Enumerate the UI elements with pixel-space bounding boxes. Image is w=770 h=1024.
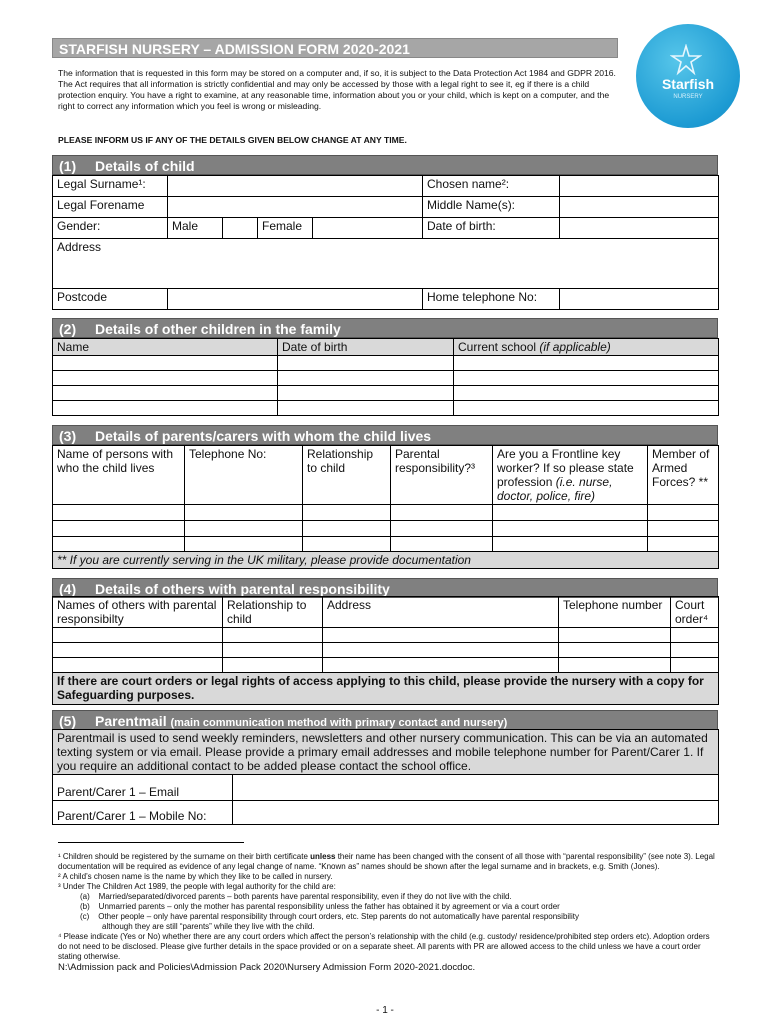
child-row-dob[interactable]	[278, 401, 454, 416]
col-header-dob: Date of birth	[278, 339, 454, 356]
parent-row-rel[interactable]	[303, 505, 391, 521]
field-legal-surname[interactable]	[168, 176, 423, 197]
parent-row-frontline[interactable]	[493, 505, 648, 521]
field-parent-email[interactable]	[233, 775, 719, 801]
other-row-tel[interactable]	[559, 643, 671, 658]
field-address[interactable]	[53, 239, 719, 289]
other-row-rel[interactable]	[223, 658, 323, 673]
col-header-frontline	[493, 446, 648, 505]
child-row-dob[interactable]	[278, 371, 454, 386]
label-parent-mobile: Parent/Carer 1 – Mobile No:	[53, 801, 233, 825]
parent-row-frontline[interactable]	[493, 537, 648, 552]
footnote-divider	[58, 842, 244, 843]
child-row-name[interactable]	[53, 356, 278, 371]
section-number: (4)	[59, 581, 77, 597]
section-5-header	[52, 710, 718, 730]
parent-row-name[interactable]	[53, 537, 185, 552]
label-home-telephone: Home telephone No:	[423, 289, 560, 310]
section-subtitle: (main communication method with primary contact and nursery)	[170, 717, 508, 729]
footnotes	[58, 852, 718, 973]
col-header-parental-responsibility: Parental responsibility?³	[391, 446, 493, 505]
checkbox-male[interactable]	[223, 218, 258, 239]
field-parent-mobile[interactable]	[233, 801, 719, 825]
section-title: Details of other children in the family	[95, 321, 341, 337]
col-header-name: Name	[53, 339, 278, 356]
child-row-name[interactable]	[53, 386, 278, 401]
starfish-logo	[636, 24, 740, 128]
other-children-table	[52, 338, 719, 416]
parentmail-description: Parentmail is used to send weekly reminders, newsletters and other nursery communication. This can be via an automated texting system or via email. Please provide a primary email addresses and mobile telephone number for Parent/Carer 1. If you require an additional contact to be added please contact the school office.	[53, 730, 719, 775]
footnote-3c-cont: although they are still “parents” while they live with the child.	[102, 922, 315, 931]
other-row-name[interactable]	[53, 643, 223, 658]
data-protection-intro: The information that is requested in this form may be stored on a computer and, if so, it is subject to the Data Protection Act 1984 and GDPR 2016. The Act requires that all information is strictly confidential and may only be accessed by those with a legal right to see it, eg if there is a child protection enquiry. You have a right to examine, at any reasonable time, information about you or your child, which is kept on a computer, and the right to correct any information which you feel is wrong or misleading.	[58, 68, 616, 111]
parent-row-tel[interactable]	[185, 521, 303, 537]
field-chosen-name[interactable]	[560, 176, 719, 197]
footnote-1-text-cont: their name has been changed with the consent of all those with “parental responsibility” (see note 3). Legal documentation will be required as evidence of any legal change of name. “Known as” names should be shown after the legal surname and in brackets, e.g. Smith (Jones).	[58, 852, 715, 871]
col-header-others-telephone: Telephone number	[559, 597, 671, 628]
section-title: Details of child	[95, 158, 195, 174]
footnote-3: ³ Under The Children Act 1989, the people with legal authority for the child are:	[58, 882, 336, 891]
child-row-school[interactable]	[454, 401, 719, 416]
footnote-2: ² A child’s chosen name is the name by which they like to be called in nursery.	[58, 872, 333, 881]
other-row-name[interactable]	[53, 628, 223, 643]
section-3-header	[52, 425, 718, 445]
parent-row-rel[interactable]	[303, 521, 391, 537]
child-row-dob[interactable]	[278, 386, 454, 401]
label-legal-surname: Legal Surname¹:	[53, 176, 168, 197]
label-legal-forename: Legal Forename	[53, 197, 168, 218]
section-title: Details of parents/carers with whom the child lives	[95, 428, 432, 444]
col-header-others-address: Address	[323, 597, 559, 628]
col-header-persons: Name of persons with who the child lives	[53, 446, 185, 505]
starfish-icon	[670, 44, 702, 76]
parent-row-pr[interactable]	[391, 505, 493, 521]
change-notice: PLEASE INFORM US IF ANY OF THE DETAILS GIVEN BELOW CHANGE AT ANY TIME.	[58, 135, 407, 145]
col-header-armed-forces: Member of Armed Forces? **	[648, 446, 719, 505]
other-row-address[interactable]	[323, 658, 559, 673]
label-gender: Gender:	[53, 218, 168, 239]
label-chosen-name: Chosen name²:	[423, 176, 560, 197]
field-date-of-birth[interactable]	[560, 218, 719, 239]
footnote-1	[58, 852, 718, 872]
other-row-rel[interactable]	[223, 643, 323, 658]
other-row-court[interactable]	[671, 658, 719, 673]
logo-subtext: NURSERY	[673, 94, 703, 100]
parent-row-name[interactable]	[53, 505, 185, 521]
other-row-address[interactable]	[323, 628, 559, 643]
child-row-school[interactable]	[454, 356, 719, 371]
col-header-school	[454, 339, 719, 356]
label-female: Female	[258, 218, 313, 239]
parent-row-name[interactable]	[53, 521, 185, 537]
col-header-school-note: (if applicable)	[539, 340, 611, 354]
footnote-4: ⁴ Please indicate (Yes or No) whether there are any court orders which affect the person’s relationship with the child (e.g. custody/ residence/prohibited step orders etc). Adoption orders do not need to be disclosed. Please give further details in the space provided or on a separate sheet. All parents with PR are allowed access to the child unless we have a court order stating otherwise.	[58, 932, 710, 961]
col-header-frontline-label: Are you a Frontline key worker? If so please state profession	[497, 447, 634, 489]
section-4-header	[52, 578, 718, 598]
parent-row-tel[interactable]	[185, 505, 303, 521]
col-header-court-order: Court order⁴	[671, 597, 719, 628]
parent-row-rel[interactable]	[303, 537, 391, 552]
other-row-court[interactable]	[671, 643, 719, 658]
label-male: Male	[168, 218, 223, 239]
col-header-telephone: Telephone No:	[185, 446, 303, 505]
section-number: (5)	[59, 713, 77, 729]
field-legal-forename[interactable]	[168, 197, 423, 218]
other-row-court[interactable]	[671, 628, 719, 643]
form-title: STARFISH NURSERY – ADMISSION FORM 2020-2021	[52, 38, 618, 58]
label-date-of-birth: Date of birth:	[423, 218, 560, 239]
parent-row-forces[interactable]	[648, 521, 719, 537]
parent-row-forces[interactable]	[648, 505, 719, 521]
section-title: Details of others with parental responsibility	[95, 581, 390, 597]
field-home-telephone[interactable]	[560, 289, 719, 310]
label-postcode: Postcode	[53, 289, 168, 310]
label-middle-names: Middle Name(s):	[423, 197, 560, 218]
section-number: (3)	[59, 428, 77, 444]
other-row-address[interactable]	[323, 643, 559, 658]
child-row-name[interactable]	[53, 401, 278, 416]
section-1-header	[52, 155, 718, 175]
label-address: Address	[57, 240, 102, 254]
section-number: (2)	[59, 321, 77, 337]
parents-carers-table	[52, 445, 719, 569]
child-row-name[interactable]	[53, 371, 278, 386]
section-number: (1)	[59, 158, 77, 174]
section-title: Parentmail	[95, 713, 167, 729]
parent-row-pr[interactable]	[391, 537, 493, 552]
child-details-table	[52, 175, 719, 310]
parent-row-frontline[interactable]	[493, 521, 648, 537]
parent-row-pr[interactable]	[391, 521, 493, 537]
footnote-1-text: ¹ Children should be registered by the surname on their birth certificate	[58, 852, 311, 861]
footnote-3b: (b) Unmarried parents – only the mother has parental responsibility unless the father has obtained it by agreement or via a court order	[80, 902, 560, 911]
col-header-school-label: Current school	[458, 340, 537, 354]
field-postcode[interactable]	[168, 289, 423, 310]
other-row-tel[interactable]	[559, 628, 671, 643]
parent-row-forces[interactable]	[648, 537, 719, 552]
footnote-1-emphasis: unless	[310, 852, 336, 861]
field-middle-names[interactable]	[560, 197, 719, 218]
court-orders-note: If there are court orders or legal rights of access applying to this child, please provide the nursery with a copy for Safeguarding purposes.	[53, 673, 719, 705]
col-header-others-names: Names of others with parental responsibilty	[53, 597, 223, 628]
footnote-3c: (c) Other people – only have parental responsibility through court orders, etc. Step parents do not automatically have parental responsibility	[80, 912, 579, 921]
checkbox-female[interactable]	[313, 218, 423, 239]
page-number: - 1 -	[376, 1005, 394, 1016]
child-row-dob[interactable]	[278, 356, 454, 371]
file-path: N:\Admission pack and Policies\Admission Pack 2020\Nursery Admission Form 2020-2021.docdoc.	[58, 962, 476, 973]
col-header-relationship: Relationship to child	[303, 446, 391, 505]
child-row-school[interactable]	[454, 386, 719, 401]
footnote-3a: (a) Married/separated/divorced parents – both parents have parental responsibility, even if they do not live with the child.	[80, 892, 512, 901]
child-row-school[interactable]	[454, 371, 719, 386]
others-parental-responsibility-table	[52, 596, 719, 705]
parentmail-table	[52, 729, 719, 825]
logo-text: Starfish	[661, 76, 715, 92]
military-documentation-note: ** If you are currently serving in the UK military, please provide documentation	[53, 552, 719, 569]
other-row-name[interactable]	[53, 658, 223, 673]
other-row-rel[interactable]	[223, 628, 323, 643]
col-header-others-relationship: Relationship to child	[223, 597, 323, 628]
label-parent-email: Parent/Carer 1 – Email	[53, 775, 233, 801]
parent-row-tel[interactable]	[185, 537, 303, 552]
col-header-frontline-note: (i.e. nurse, doctor, police, fire)	[497, 475, 613, 503]
other-row-tel[interactable]	[559, 658, 671, 673]
section-2-header	[52, 318, 718, 338]
